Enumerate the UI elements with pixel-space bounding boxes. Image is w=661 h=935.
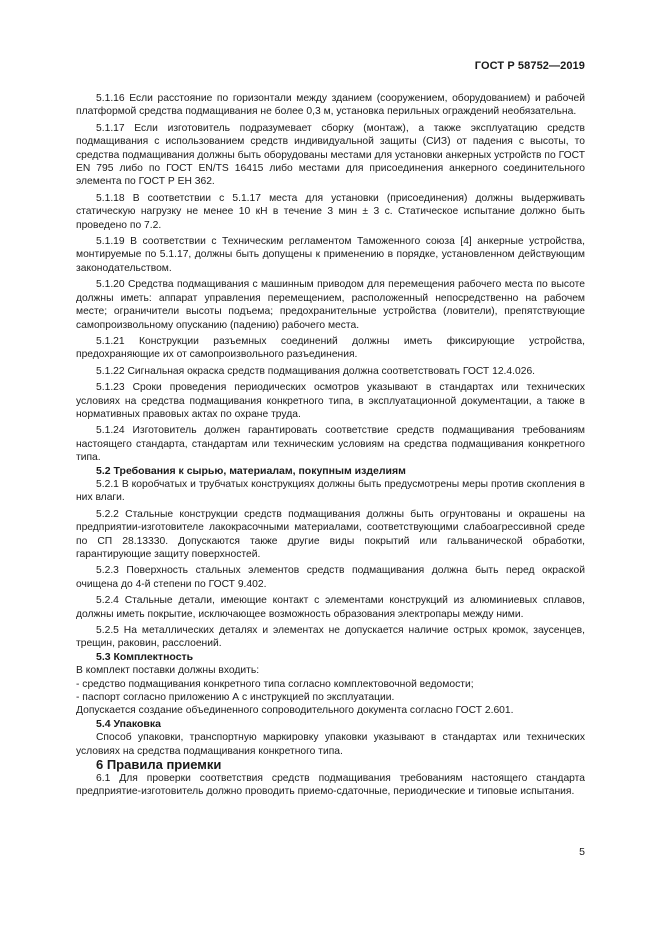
paragraph-6-1: 6.1 Для проверки соответствия средств подмащивания требованиям настоящего стандарта предприятие-изготовитель должно проводить приемо-сдаточные, периодические и типовые испытания. (76, 772, 585, 797)
kit-item: - средство подмащивания конкретного типа согласно комплектовочной ведомости; (76, 678, 474, 690)
paragraph-packing: Способ упаковки, транспортную маркировку упаковки указывают в стандартах или технических условиях на средства подмащивания конкретного типа. (76, 732, 585, 757)
paragraph-5-1-20: 5.1.20 Средства подмащивания с машинным приводом для перемещения рабочего места по высоте должны иметь: аппарат управления перемещением, расположенный непосредственно на рабочем месте; ограничители высоты подъема; предохранительные устройства (ловители), препятствующие самопроизвольному опусканию (падению) рабочего места. (76, 279, 585, 331)
kit-intro: В комплект поставки должны входить: (76, 665, 260, 677)
paragraph-5-1-19: 5.1.19 В соответствии с Техническим регламентом Таможенного союза [4] анкерные устройства, монтируемые по 5.1.17, должны быть допущены к применению в порядке, установленном действующим законодательством. (76, 236, 585, 274)
kit-item: - паспорт согласно приложению А с инструкцией по эксплуатации. (76, 692, 395, 704)
paragraph-5-2-2: 5.2.2 Стальные конструкции средств подмащивания должны быть огрунтованы и окрашены на предприятии-изготовителе лакокрасочными материалами, соответствующими слабоагрессивной среде по СП 28.13330. Допускаются также другие виды покрытий или гальванической обработки, гарантирующие защиту поверхностей. (76, 508, 585, 560)
paragraph-5-1-22: 5.1.22 Сигнальная окраска средств подмащивания должна соответствовать ГОСТ 12.4.026. (96, 365, 536, 377)
paragraph-5-2-1: 5.2.1 В коробчатых и трубчатых конструкциях должны быть предусмотрены меры против скопления в них влаги. (76, 478, 585, 504)
page-content (76, 92, 585, 798)
page-number: 5 (579, 846, 585, 858)
paragraph-5-1-18: 5.1.18 В соответствии с 5.1.17 места для установки (присоединения) должны выдерживать статическую нагрузку не менее 10 кН в течение 3 мин ± 3 с. Статическое испытание должно быть проведено по 7.2. (76, 192, 585, 231)
paragraph-5-2-3: 5.2.3 Поверхность стальных элементов средств подмащивания должна быть перед окраской очищена до 4-й степени по ГОСТ 9.402. (76, 565, 585, 590)
document-code: ГОСТ Р 58752—2019 (474, 60, 585, 72)
subsection-5-4-heading: 5.4 Упаковка (96, 717, 161, 730)
subsection-5-2-heading: 5.2 Требования к сырью, материалам, покупным изделиям (96, 464, 406, 477)
paragraph-5-2-4: 5.2.4 Стальные детали, имеющие контакт с элементами конструкций из алюминиевых сплавов, должны иметь покрытие, исключающее возможность образования электропары между ними. (76, 595, 585, 620)
paragraph-5-1-17: 5.1.17 Если изготовитель подразумевает сборку (монтаж), а также эксплуатацию средств подмащивания с использованием средств индивидуальной защиты (СИЗ) от падения с высоты, то средства подмащивания должны быть оборудованы местами для установки анкерных устройств по ГОСТ EN 795 либо по ГОСТ EN/TS 16415 либо местами для присоединения анкерного соединительного элемента по ГОСТ Р ЕН 362. (76, 122, 585, 188)
section-6-heading: 6 Правила приемки (96, 757, 222, 773)
paragraph-5-1-24: 5.1.24 Изготовитель должен гарантировать соответствие средств подмащивания требованиям настоящего стандарта, стандартам или техническим условиям на средства подмащивания конкретного типа. (76, 425, 585, 464)
kit-note: Допускается создание объединенного сопроводительного документа согласно ГОСТ 2.601. (76, 705, 514, 717)
paragraph-5-2-5: 5.2.5 На металлических деталях и элементах не допускается наличие острых кромок, заусенцев, трещин, раковин, расслоений. (76, 625, 585, 650)
paragraph-5-1-21: 5.1.21 Конструкции разъемных соединений должны иметь фиксирующие устройства, предохраняющие их от самопроизвольного разъединения. (76, 335, 585, 361)
subsection-5-3-heading: 5.3 Комплектность (96, 650, 194, 663)
paragraph-5-1-16: 5.1.16 Если расстояние по горизонтали между зданием (сооружением, оборудованием) и рабочей платформой средства подмащивания не более 0,3 м, установка перильных ограждений необязательна. (76, 93, 585, 118)
paragraph-5-1-23: 5.1.23 Сроки проведения периодических осмотров указывают в стандартах или технических условиях на средства подмащивания конкретного типа, в эксплуатационной документации, а также в нормативных правовых актах по охране труда. (76, 382, 585, 420)
